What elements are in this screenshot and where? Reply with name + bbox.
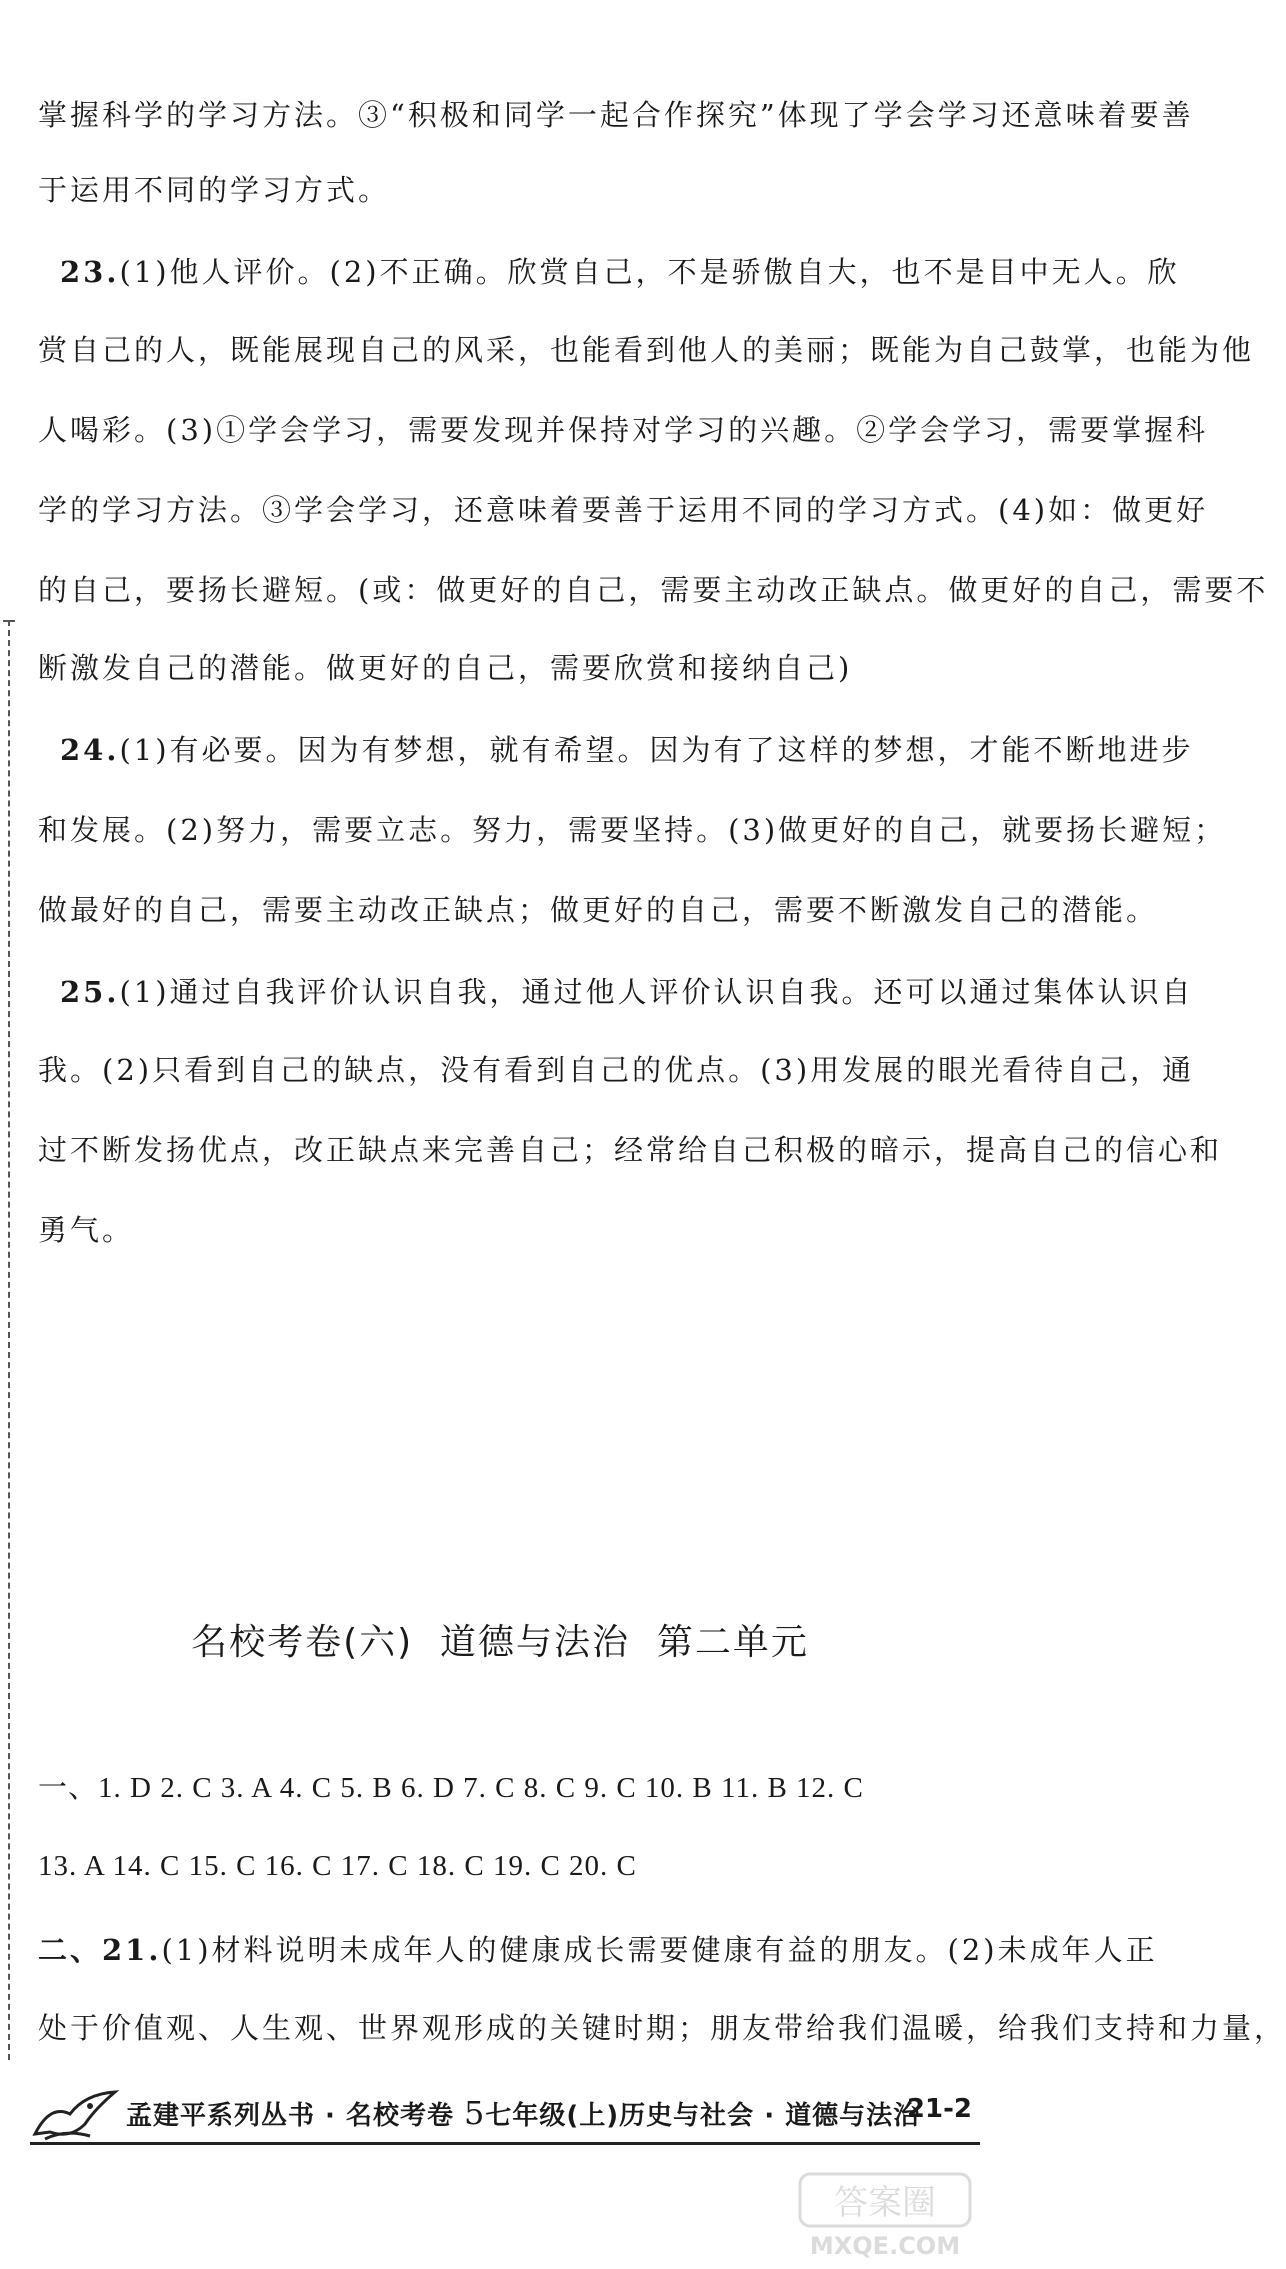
footer-rule: [30, 2142, 980, 2145]
text-line: 人喝彩。(3)①学会学习，需要发现并保持对学习的兴趣。②学会学习，需要掌握科: [38, 413, 1209, 447]
text-line: 于运用不同的学习方式。: [38, 173, 391, 207]
text-line: 掌握科学的学习方法。③“积极和同学一起合作探究”体现了学会学习还意味着要善: [38, 98, 1194, 132]
page-number: 21-2: [906, 2094, 972, 2124]
text-line: 赏自己的人，既能展现自己的风采，也能看到他人的美丽；既能为自己鼓掌，也能为他: [38, 333, 1255, 367]
watermark-url: MXQE.COM: [809, 2232, 961, 2260]
text-line: 和发展。(2)努力，需要立志。努力，需要坚持。(3)做更好的自己，就要扬长避短；: [38, 813, 1227, 847]
question-21-line: [38, 1930, 1158, 1970]
handwritten-mark: 5: [464, 2094, 486, 2132]
watermark-logo-icon: [650, 2170, 980, 2260]
text-line: 处于价值观、人生观、世界观形成的关键时期；朋友带给我们温暖，给我们支持和力量，: [38, 2011, 1286, 2045]
question-number: 24.: [60, 733, 120, 767]
text-line: 做最好的自己，需要主动改正缺点；做更好的自己，需要不断激发自己的潜能。: [38, 893, 1159, 927]
text-span: (1)有必要。因为有梦想，就有希望。因为有了这样的梦想，才能不断地进步: [119, 733, 1194, 767]
text-span: (1)通过自我评价认识自我，通过他人评价认识自我。还可以通过集体认识自: [119, 975, 1194, 1009]
text-span: (1)材料说明未成年人的健康成长需要健康有益的朋友。(2)未成年人正: [161, 1933, 1158, 1967]
page-footer: [0, 2080, 1000, 2160]
question-23-line: [60, 252, 1180, 292]
text-line: 我。(2)只看到自己的缺点，没有看到自己的优点。(3)用发展的眼光看待自己，通: [38, 1053, 1195, 1087]
watermark-text: 答案圈: [834, 2183, 936, 2223]
question-number: 23.: [60, 255, 120, 289]
binding-dashed-line: [8, 620, 10, 2060]
choice-answers-row-2: 13. A 14. C 15. C 16. C 17. C 18. C 19. C 20. C: [38, 1850, 637, 1882]
text-line: 断激发自己的潜能。做更好的自己，需要欣赏和接纳自己): [38, 651, 853, 685]
text-line: 过不断发扬优点，改正缺点来完善自己；经常给自己积极的暗示，提高自己的信心和: [38, 1133, 1223, 1167]
question-number: 25.: [60, 975, 120, 1009]
text-line: 勇气。: [38, 1213, 135, 1247]
question-24-line: [60, 730, 1194, 770]
question-25-line: [60, 972, 1194, 1012]
series-label: [126, 2094, 920, 2132]
text-line: 的自己，要扬长避短。(或：做更好的自己，需要主动改正缺点。做更好的自己，需要不: [38, 573, 1269, 607]
grade-subject: 七年级(上)历史与社会 · 道德与法治: [485, 2101, 921, 2131]
section-title: 名校考卷(六) 道德与法治 第二单元: [191, 1622, 809, 1663]
text-span: (1)他人评价。(2)不正确。欣赏自己，不是骄傲自大，也不是目中无人。欣: [119, 255, 1180, 289]
text-line: 学的学习方法。③学会学习，还意味着要善于运用不同的学习方式。(4)如：做更好: [38, 493, 1209, 527]
choice-answers-row-1: 一、1. D 2. C 3. A 4. C 5. B 6. D 7. C 8. C 9. C 10. B 11. B 12. C: [38, 1772, 864, 1804]
bird-logo-icon: [30, 2084, 120, 2144]
question-number: 二、21.: [38, 1933, 162, 1967]
series-name: 孟建平系列丛书 · 名校考卷: [126, 2101, 465, 2131]
